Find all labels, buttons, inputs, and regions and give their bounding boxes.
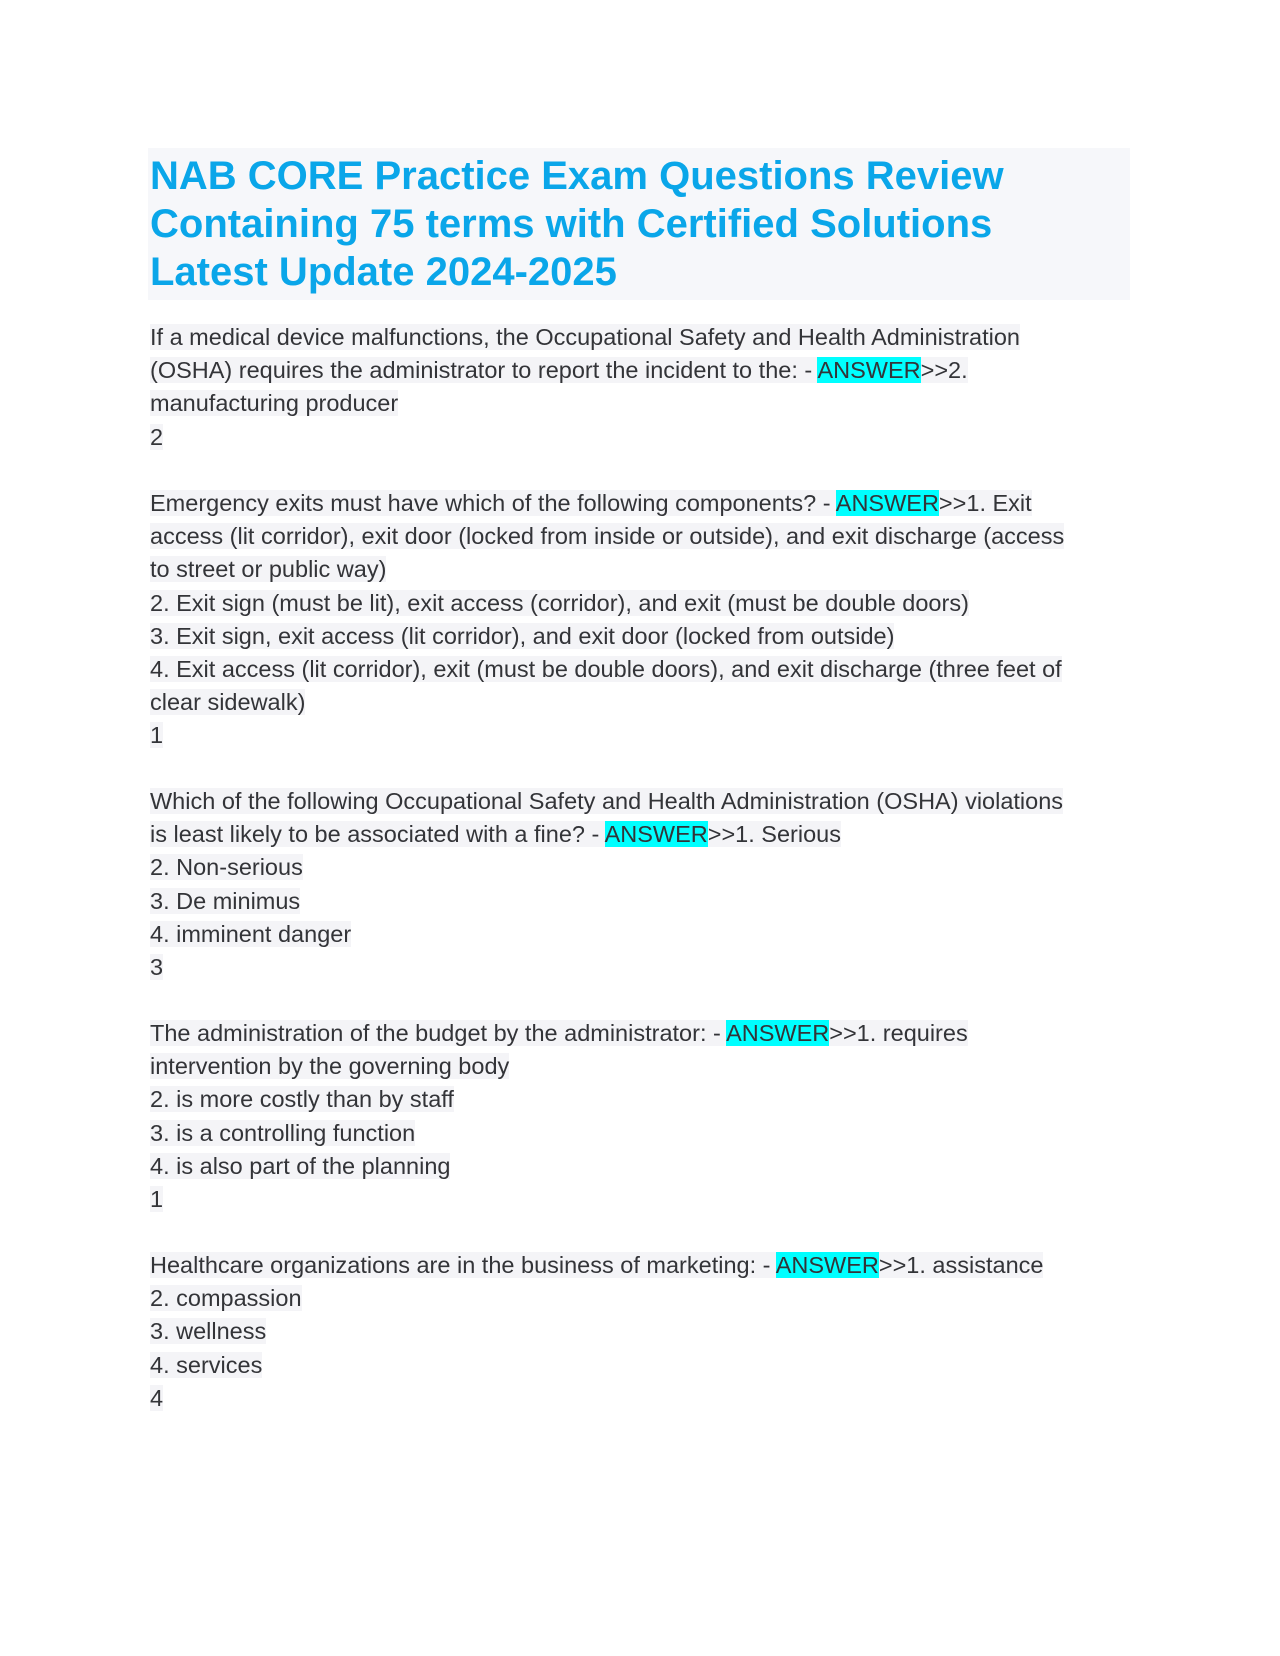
question-text: 4. Exit access (lit corridor), exit (must be double doors), and exit discharge (three feet of — [150, 656, 1062, 682]
question-answer-line — [150, 1018, 968, 1049]
question-line — [150, 1118, 415, 1149]
question-line — [150, 886, 300, 917]
answer-highlight: ANSWER — [835, 490, 939, 516]
answer-option-start: >>1. assistance — [878, 1252, 1044, 1278]
question-answer-line — [150, 355, 968, 386]
answer-key — [150, 422, 163, 453]
question-line — [150, 687, 305, 718]
answer-key — [150, 952, 163, 983]
question-prompt: The administration of the budget by the administrator: - — [150, 1020, 727, 1046]
answer-highlight: ANSWER — [604, 821, 708, 848]
question-text: to street or public way) — [150, 556, 387, 583]
page-title-line-3: Latest Update 2024-2025 — [150, 250, 617, 294]
question-text — [150, 490, 1032, 516]
answer-key-text: 2 — [150, 423, 164, 450]
question-prompt: Emergency exits must have which of the following components? - — [150, 490, 836, 516]
answer-option-start: >>1. Serious — [707, 821, 841, 848]
answer-key — [150, 720, 163, 751]
question-line — [150, 1084, 454, 1115]
question-text: 4. services — [150, 1351, 263, 1378]
question-text: Which of the following Occupational Safety and Health Administration (OSHA) violations — [150, 788, 1064, 814]
answer-key — [150, 1184, 163, 1215]
question-line — [150, 1283, 302, 1314]
question-text: If a medical device malfunctions, the Occupational Safety and Health Administration — [150, 324, 1020, 350]
answer-key-text: 3 — [150, 954, 164, 980]
question-line — [150, 654, 1062, 685]
question-prompt: Healthcare organizations are in the business of marketing: - — [150, 1252, 776, 1278]
title-block — [148, 148, 1130, 300]
answer-highlight: ANSWER — [775, 1252, 879, 1278]
question-text: access (lit corridor), exit door (locked from inside or outside), and exit discharge (access — [150, 523, 1065, 550]
answer-highlight: ANSWER — [726, 1020, 830, 1046]
question-answer-line — [150, 819, 841, 850]
question-line — [150, 1151, 450, 1182]
answer-key-text: 1 — [150, 722, 164, 749]
question-text: 3. wellness — [150, 1318, 267, 1345]
question-line — [150, 388, 398, 419]
question-text: manufacturing producer — [150, 390, 399, 417]
question-line — [150, 1316, 266, 1347]
page-title-line-2: Containing 75 terms with Certified Solutions — [150, 202, 993, 246]
question-text: clear sidewalk) — [150, 689, 306, 716]
question-text: 2. compassion — [150, 1285, 302, 1312]
question-text: intervention by the governing body — [150, 1053, 510, 1080]
question-text — [150, 357, 968, 383]
question-line — [150, 1350, 262, 1381]
question-text — [150, 821, 841, 847]
question-line — [150, 919, 351, 950]
question-line — [150, 1051, 509, 1082]
answer-key-text: 1 — [150, 1186, 164, 1212]
answer-key-text: 4 — [150, 1384, 164, 1411]
question-text: 2. is more costly than by staff — [150, 1086, 454, 1113]
question-text: 3. Exit sign, exit access (lit corridor), and exit door (locked from outside) — [150, 622, 895, 649]
answer-highlight: ANSWER — [817, 357, 921, 384]
question-line — [150, 322, 1020, 353]
answer-key — [150, 1383, 163, 1414]
question-line — [150, 588, 969, 619]
question-prompt: is least likely to be associated with a fine? - — [150, 821, 605, 848]
question-text — [150, 1252, 1043, 1278]
question-line — [150, 786, 1063, 817]
question-line — [150, 621, 894, 652]
question-answer-line — [150, 1250, 1043, 1281]
question-text: 3. De minimus — [150, 887, 301, 914]
answer-option-start: >>1. Exit — [938, 490, 1032, 516]
question-line — [150, 554, 386, 585]
page-title-line-1: NAB CORE Practice Exam Questions Review — [150, 154, 1004, 198]
question-text: 3. is a controlling function — [150, 1119, 416, 1146]
question-text — [150, 1020, 968, 1046]
question-line — [150, 852, 303, 883]
question-text: 2. Non-serious — [150, 854, 303, 881]
question-prompt: (OSHA) requires the administrator to report the incident to the: - — [150, 357, 818, 384]
question-line — [150, 521, 1064, 552]
answer-option-start: >>1. requires — [829, 1020, 968, 1046]
question-text: 2. Exit sign (must be lit), exit access (corridor), and exit (must be double doors) — [150, 589, 969, 616]
answer-option-start: >>2. — [920, 357, 968, 384]
question-text: 4. imminent danger — [150, 920, 352, 947]
question-text: 4. is also part of the planning — [150, 1152, 451, 1179]
question-answer-line — [150, 488, 1032, 519]
